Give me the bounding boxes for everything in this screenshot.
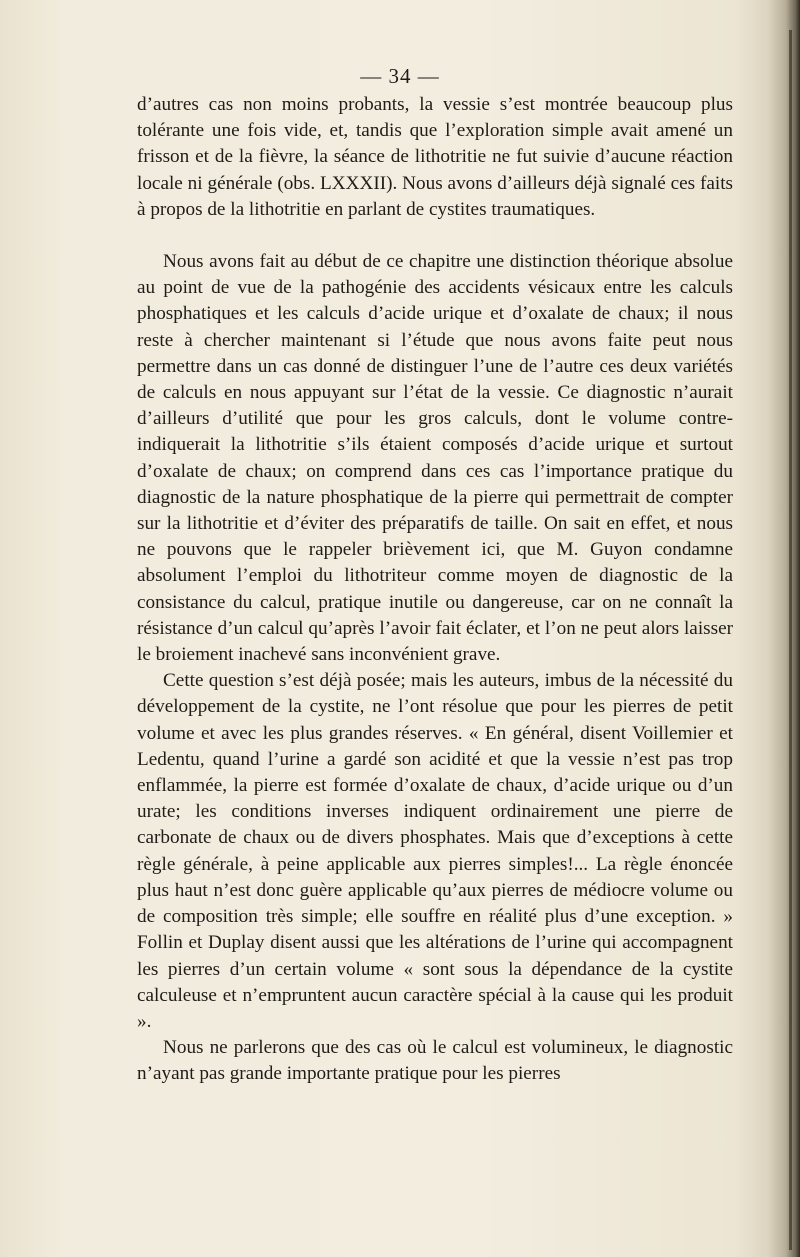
paragraph-2: Nous avons fait au début de ce chapitre une distinction théorique absolue au point de vue de la pathogénie des accidents vésicaux entre les calculs phosphatiques et les calculs d’acide urique et d’oxalate de chaux; il nous reste à chercher maintenant si l’étude que nous avons faite peut nous permettre dans un cas donné de distinguer l’une de l’autre ces deux variétés de calculs en nous appuyant sur l’état de la vessie. Ce diagnostic n’aurait d’ailleurs d’utilité que pour les gros calculs, dont le volume contre-indiquerait la lithotritie s’ils étaient composés d’acide urique et surtout d’oxalate de chaux; on comprend dans ces cas l’importance pratique du diagnostic de la nature phosphatique de la pierre qui permettrait de compter sur la lithotritie et d’éviter des préparatifs de taille. On sait en effet, et nous ne pouvons que le rappeler brièvement ici, que M. Guyon condamne absolument l’emploi du lithotriteur comme moyen de diagnostic de la consistance du calcul, pratique inutile ou dangereuse, car on ne connaît la résistance d’un calcul qu’après l’avoir fait éclater, et l’on ne peut alors laisser le broiement inachevé sans inconvénient grave.: [137, 251, 733, 666]
binding-edge: [789, 30, 792, 1250]
paragraph-4: Nous ne parlerons que des cas où le calcul est volumineux, le diagnostic n’ayant pas grande importante pratique pour les pierres: [137, 1037, 733, 1085]
page-number: — 34 —: [360, 64, 440, 88]
paragraph-3: Cette question s’est déjà posée; mais les auteurs, imbus de la nécessité du développement de la cystite, ne l’ont résolue que pour les pierres de petit volume et avec les plus grandes réserves. « En général, disent Voillemier et Ledentu, quand l’urine a gardé son acidité et que la vessie n’est pas trop enflammée, la pierre est formée d’oxalate de chaux, d’acide urique ou d’un urate; les conditions inverses indiquent ordinairement une pierre de carbonate de chaux ou de divers phosphates. Mais que d’exceptions à cette règle générale, à peine applicable aux pierres simples!... La règle énoncée plus haut n’est donc guère applicable qu’aux pierres de médiocre volume ou de composition très simple; elle souffre en réalité plus d’une exception. » Follin et Duplay disent aussi que les altérations de l’urine qui accompagnent les pierres d’un certain volume « sont sous la dépendance de la cystite calculeuse et n’empruntent aucun caractère spécial à la cause qui les produit ».: [137, 670, 733, 1032]
page-edge-shadow: [768, 0, 800, 1257]
body-text: [137, 92, 733, 1088]
paragraph-1: d’autres cas non moins probants, la vessie s’est montrée beaucoup plus tolérante une fois vide, et, tandis que l’exploration simple avait amené un frisson et de la fièvre, la séance de lithotritie ne fut suivie d’aucune réaction locale ni générale (obs. LXXXII). Nous avons d’ailleurs déjà signalé ces faits à propos de la lithotritie en parlant de cystites traumatiques.: [137, 94, 733, 220]
